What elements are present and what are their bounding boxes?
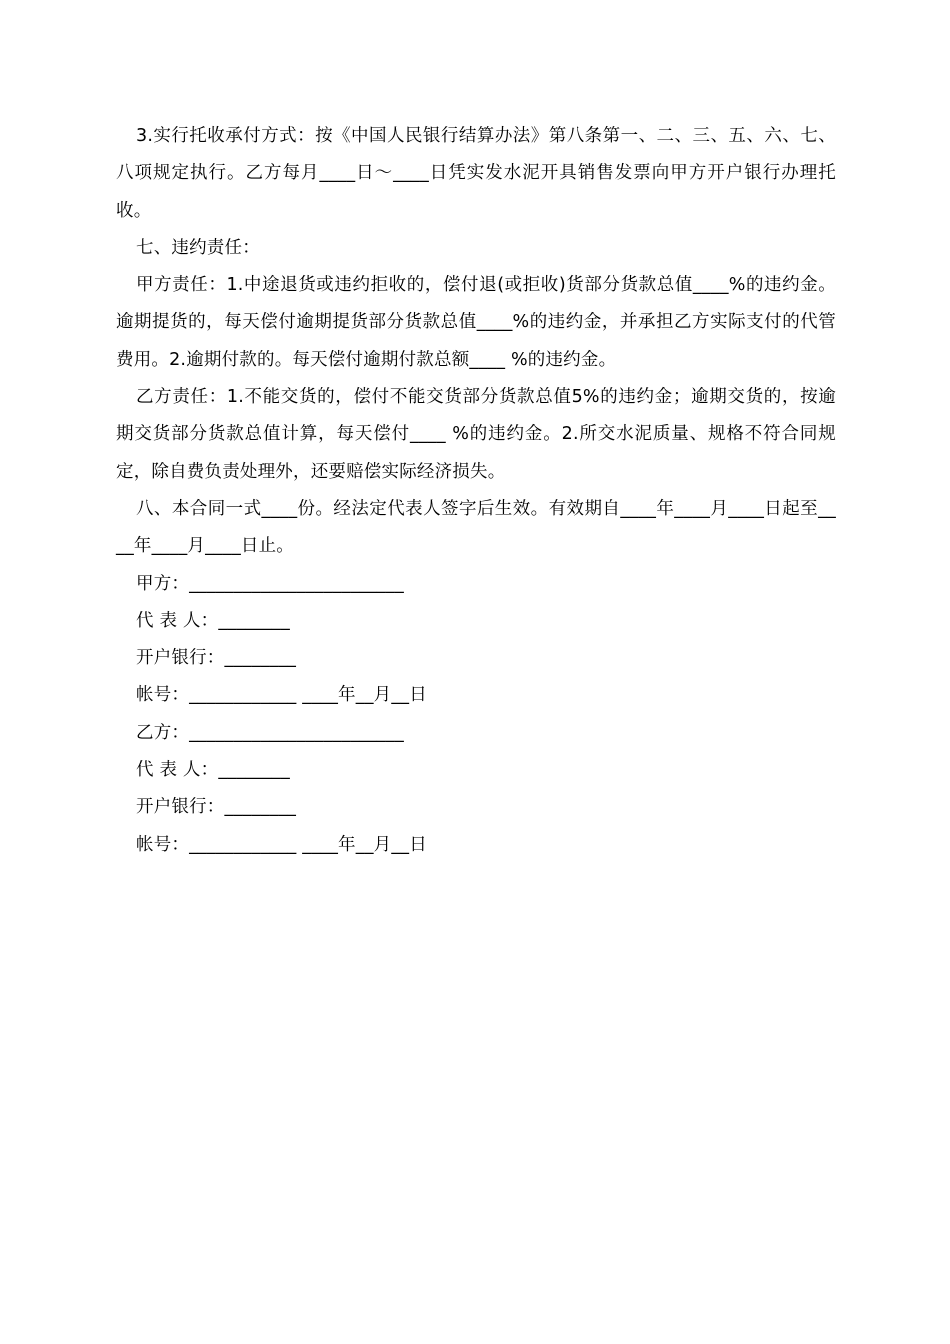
party-a-account-date-line: 帐号：____________ ____年__月__日 (136, 685, 427, 706)
party-b-signature-block (116, 715, 836, 864)
party-a-signature-block (116, 566, 836, 715)
party-a-bank-line: 开户银行：________ (136, 648, 297, 669)
paragraph-payment-method: 3.实行托收承付方式：按《中国人民银行结算办法》第八条第一、二、三、五、六、七、八项规定执行。乙方每月____日～____日凭实发水泥开具销售发票向甲方开户银行办理托收。 (116, 126, 836, 221)
party-b-name-line: 乙方：________________________ (136, 722, 404, 743)
paragraph-party-b-liability: 乙方责任：1.不能交货的，偿付不能交货部分货款总值5%的违约金；逾期交货的，按逾期交货部分货款总值计算，每天偿付____ %的违约金。2.所交水泥质量、规格不符合同规定，除自费负责处理外，还要赔偿实际经济损失。 (116, 387, 836, 482)
party-b-representative-line: 代 表 人：________ (136, 760, 290, 781)
party-a-name-line: 甲方：________________________ (136, 573, 404, 594)
party-b-bank-line: 开户银行：________ (136, 797, 297, 818)
contract-body (116, 118, 836, 864)
section-heading-liability: 七、违约责任： (136, 237, 260, 258)
paragraph-copies-validity: 八、本合同一式____份。经法定代表人签字后生效。有效期自____年____月____日起至____年____月____日止。 (116, 498, 836, 557)
party-b-account-date-line: 帐号：____________ ____年__月__日 (136, 834, 427, 855)
party-a-representative-line: 代 表 人：________ (136, 610, 290, 631)
paragraph-party-a-liability: 甲方责任：1.中途退货或违约拒收的，偿付退(或拒收)货部分货款总值____%的违约金。逾期提货的，每天偿付逾期提货部分货款总值____%的违约金，并承担乙方实际支付的代管费用。2.逾期付款的。每天偿付逾期付款总额____ %的违约金。 (116, 275, 836, 370)
